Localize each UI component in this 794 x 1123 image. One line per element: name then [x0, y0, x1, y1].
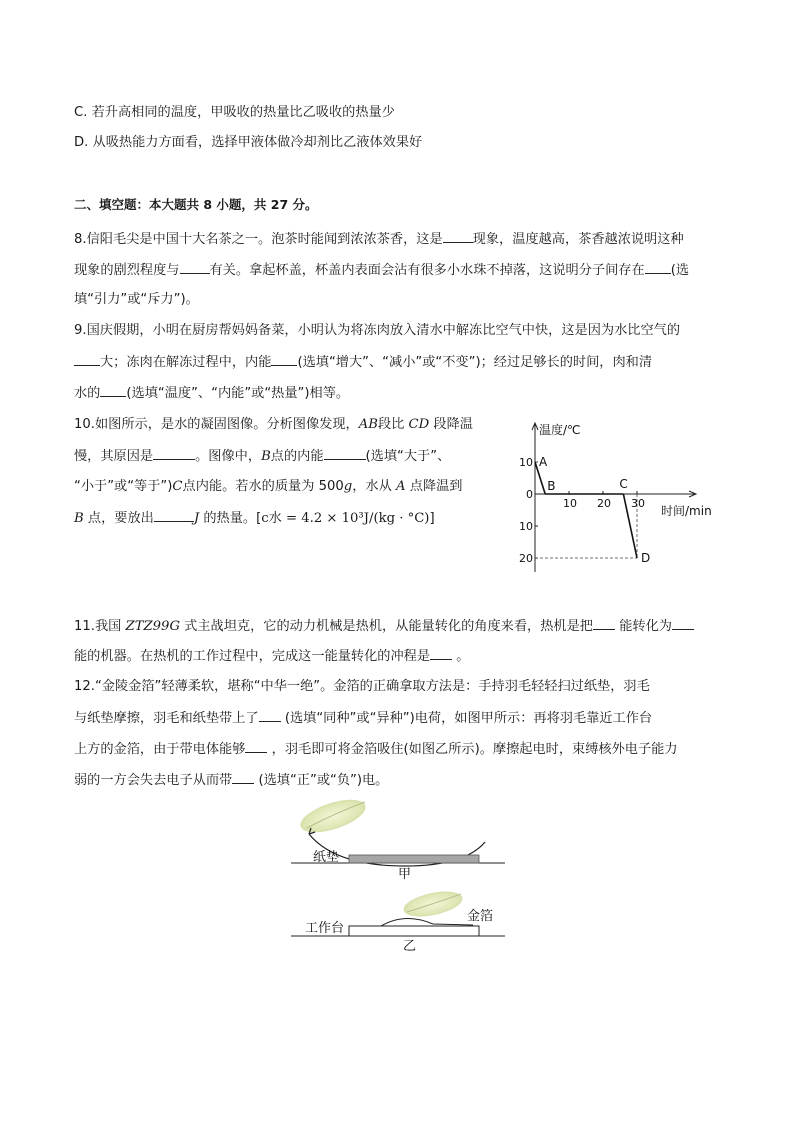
q12-line3: 上方的金箔，由于带电体能够 ，羽毛即可将金箔吸住(如图乙所示)。摩擦起电时，束缚核外电子能力: [74, 742, 678, 757]
q10-line4: B 点，要放出 J 的热量。[c水 = 4.2 × 10³J/(kg · °C)]: [74, 511, 435, 526]
feather-gold-foil-figure: [285, 794, 525, 954]
q11-line1: 11.我国 ZTZ99G 式主战坦克，它的动力机械是热机，从能量转化的角度来看，热机是把 能转化为: [74, 617, 694, 636]
answer-blank[interactable]: [430, 647, 452, 660]
answer-blank[interactable]: [645, 261, 671, 274]
q12-line4: 弱的一方会失去电子从而带 (选填“正”或“负”)电。: [74, 773, 389, 788]
answer-blank[interactable]: [245, 740, 267, 753]
y-tick-label: 20: [519, 552, 533, 565]
point-label-a: A: [539, 455, 548, 469]
answer-blank[interactable]: [259, 709, 281, 722]
point-label-d: D: [641, 551, 651, 565]
answer-blank[interactable]: [100, 384, 126, 397]
answer-blank[interactable]: [180, 261, 210, 274]
q12-line2: 与纸垫摩擦，羽毛和纸垫带上了 (选填“同种”或“异种”)电荷，如图甲所示：再将羽毛靠近工作台: [74, 711, 653, 726]
q12-line1: 12.“金陵金箔”轻薄柔软，堪称“中华一绝”。金箔的正确拿取方法是：手持羽毛轻轻扫过纸垫，羽毛: [74, 679, 650, 694]
figure-label-b: 乙: [403, 939, 417, 954]
paper-pad: [349, 855, 479, 863]
answer-blank[interactable]: [443, 230, 473, 243]
section-title: 二、填空题：本大题共 8 小题，共 27 分。: [74, 197, 318, 212]
y-tick-label: 10: [519, 456, 533, 469]
answer-blank[interactable]: [672, 617, 694, 630]
table-label: 工作台: [305, 921, 345, 936]
foil-label: 金箔: [467, 909, 494, 924]
q8-line2: 现象的剧烈程度与 有关。拿起杯盖，杯盖内表面会沾有很多小水珠不掉落，这说明分子间存在 (选: [74, 263, 690, 278]
specific-heat-formula: c水 = 4.2 × 10³J/(kg · °C): [261, 511, 430, 526]
answer-blank[interactable]: [271, 353, 297, 366]
point-label-b: B: [547, 479, 556, 493]
chart-axes: [532, 423, 696, 572]
water-freezing-chart: [505, 414, 735, 584]
gold-foil: [355, 918, 473, 926]
feather-icon: [297, 794, 370, 839]
answer-blank[interactable]: [154, 509, 194, 522]
q11-line2: 能的机器。在热机的工作过程中，完成这一能量转化的冲程是 。: [74, 649, 470, 664]
x-axis-label: 时间/min: [661, 504, 712, 518]
q9-line1: 9.国庆假期，小明在厨房帮妈妈备菜，小明认为将冻肉放入清水中解冻比空气中快，这是因为水比空气的: [74, 323, 681, 338]
option-c: C. 若升高相同的温度，甲吸收的热量比乙吸收的热量少: [74, 105, 395, 120]
answer-blank[interactable]: [593, 617, 615, 630]
option-d: D. 从吸热能力方面看，选择甲液体做冷却剂比乙液体效果好: [74, 135, 423, 150]
y-axis-label: 温度/℃: [539, 423, 581, 437]
q9-line2: 大；冻肉在解冻过程中，内能 (选填“增大”、“减小”或“不变”)；经过足够长的时间，肉和清: [74, 353, 652, 372]
answer-blank[interactable]: [153, 447, 195, 460]
x-tick-label: 10: [563, 497, 577, 510]
answer-blank[interactable]: [324, 447, 366, 460]
q10-line1: 10.如图所示，是水的凝固图像。分析图像发现，AB段比 CD 段降温: [74, 417, 473, 432]
q9-line3: 水的 (选填“温度”、“内能”或“热量”)相等。: [74, 386, 350, 401]
figure-label-a: 甲: [398, 867, 412, 882]
answer-blank[interactable]: [74, 353, 100, 366]
x-tick-label: 20: [597, 497, 611, 510]
q10-line2: 慢，其原因是 。图像中，B点的内能 (选填“大于”、: [74, 449, 451, 464]
point-label-c: C: [619, 477, 628, 491]
x-tick-label: 30: [631, 497, 645, 510]
q8-line1: 8.信阳毛尖是中国十大名茶之一。泡茶时能闻到浓浓茶香，这是 现象，温度越高，茶香越浓说明这种: [74, 232, 684, 247]
work-table: [349, 926, 479, 936]
y-tick-label: 0: [526, 488, 533, 501]
feather-icon: [401, 887, 464, 921]
q10-line3: “小于”或“等于”)C点内能。若水的质量为 500g，水从 A 点降温到: [74, 479, 463, 494]
pad-label: 纸垫: [313, 850, 340, 865]
q8-line3: 填“引力”或“斥力”)。: [74, 292, 199, 307]
y-tick-label: 10: [519, 520, 533, 533]
answer-blank[interactable]: [232, 771, 254, 784]
